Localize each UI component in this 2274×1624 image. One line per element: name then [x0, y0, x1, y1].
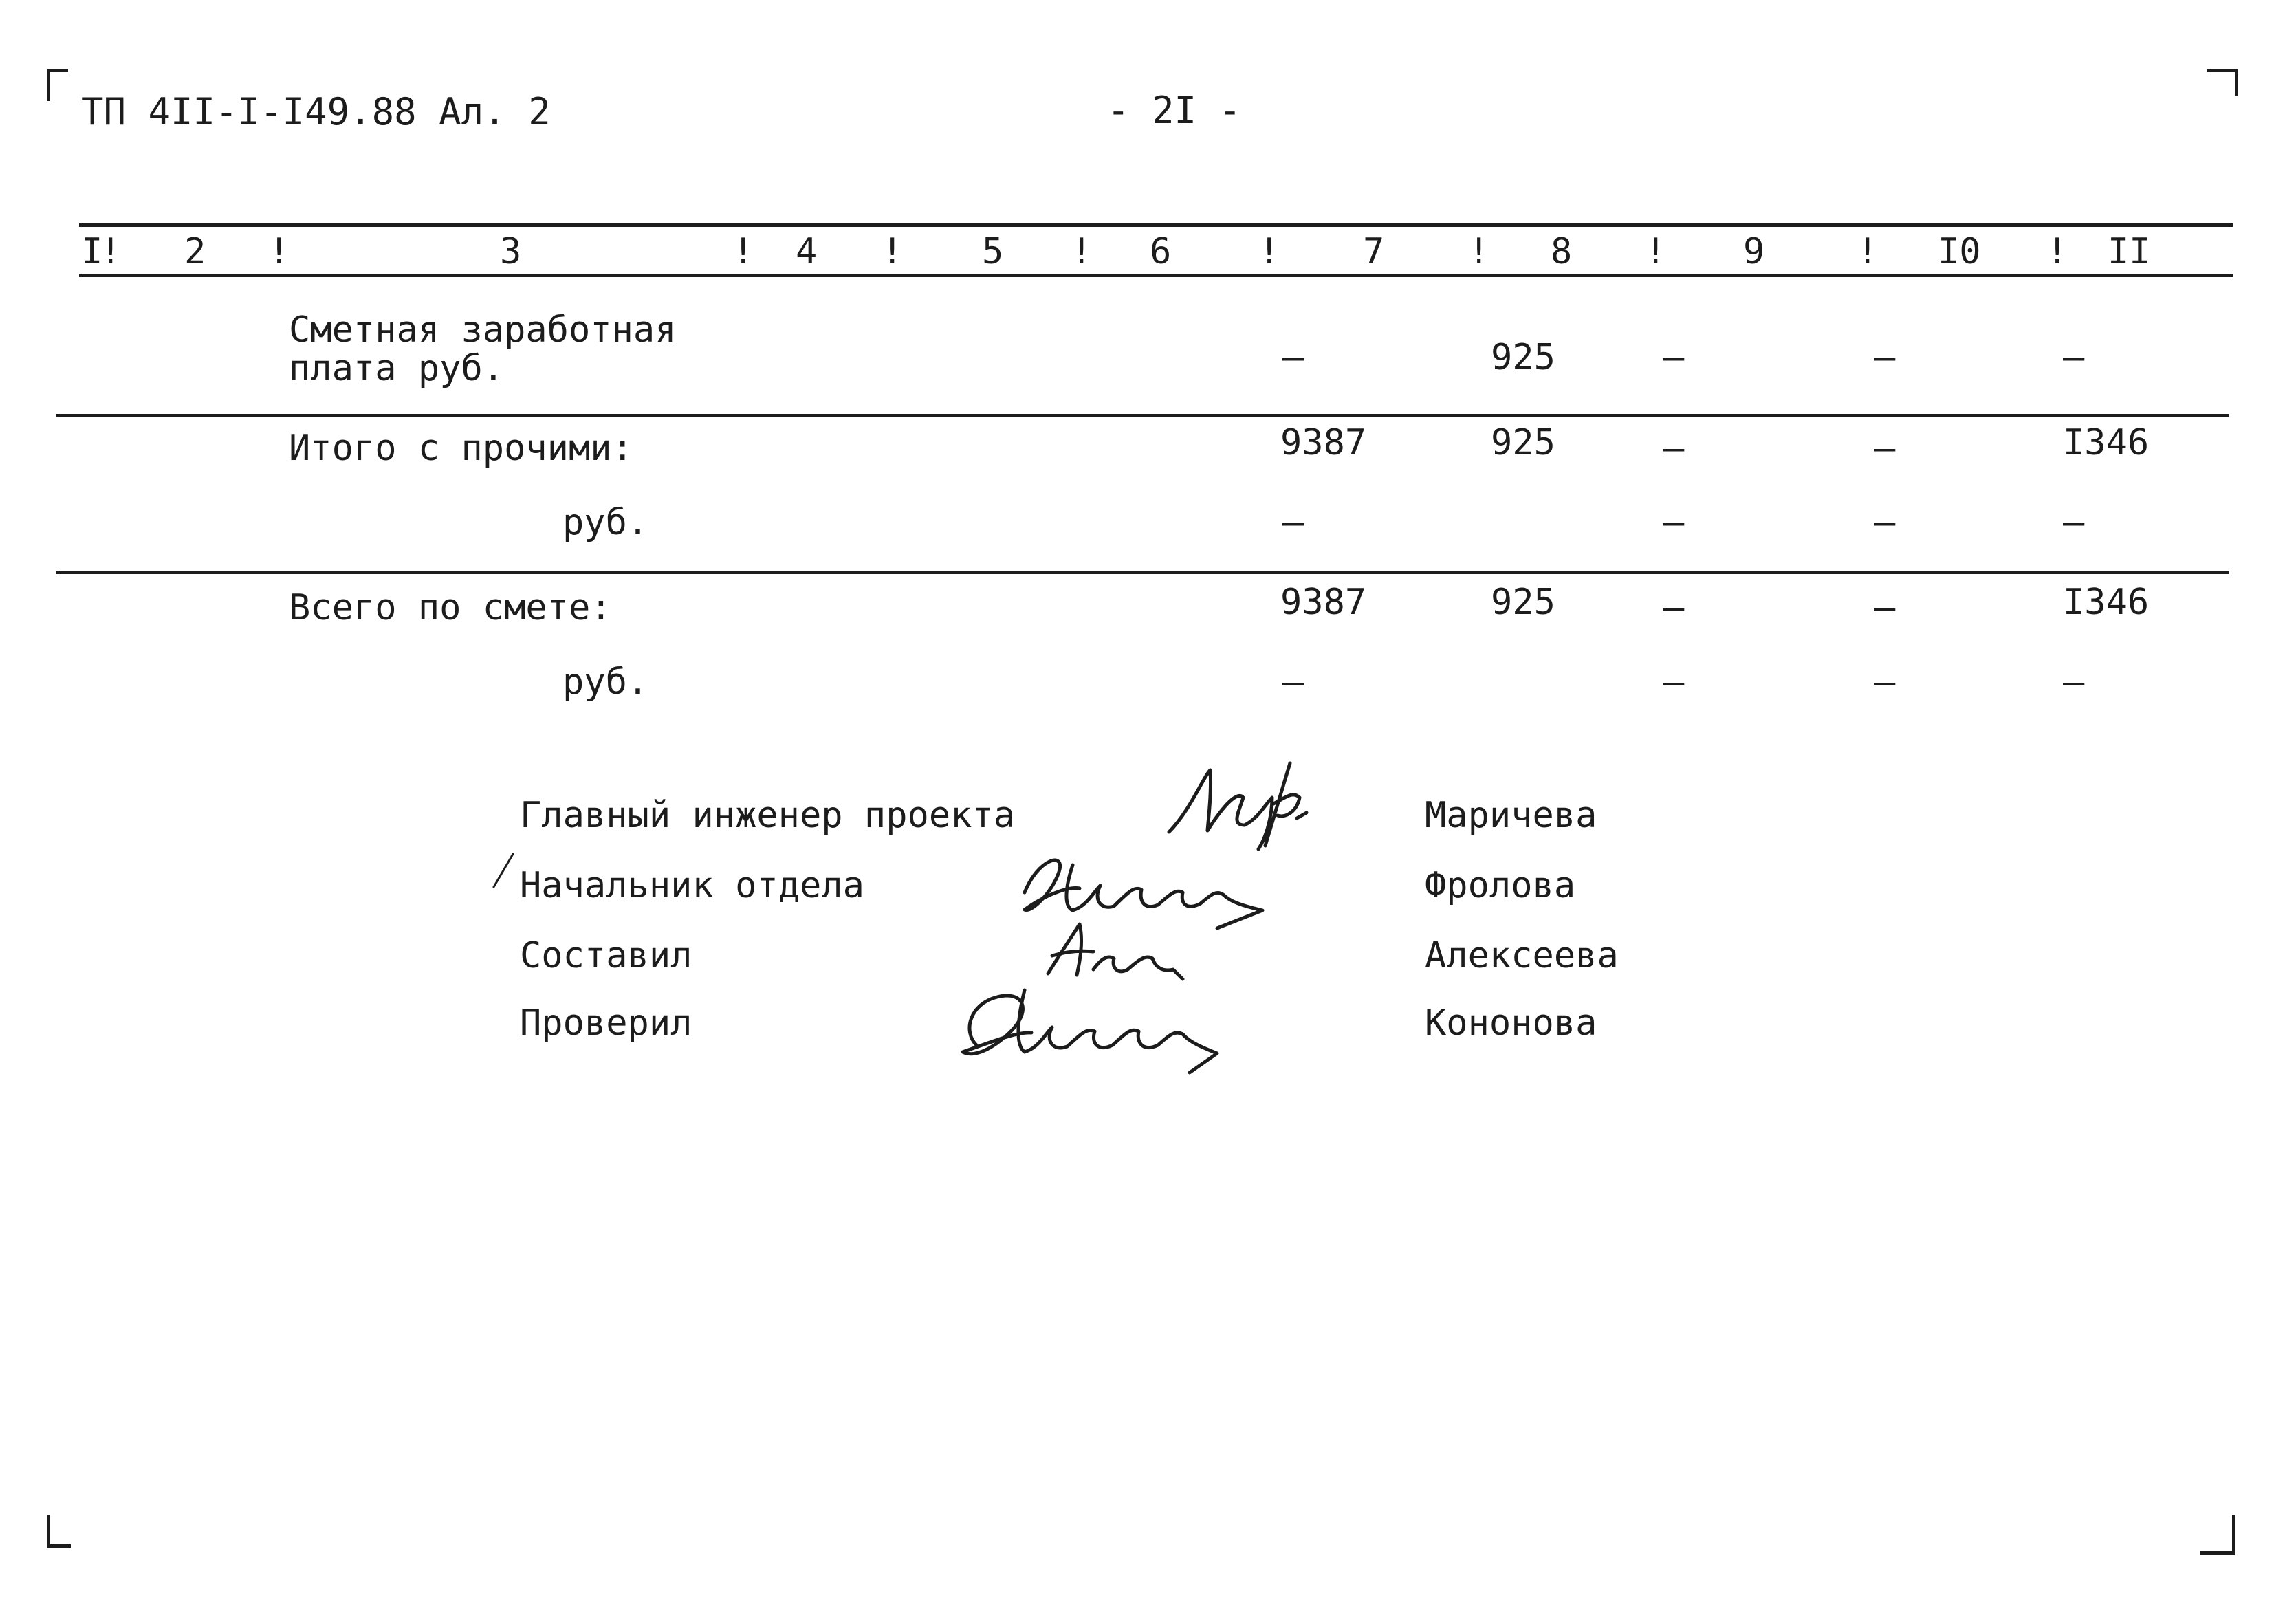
column-separator: !: [100, 231, 122, 272]
signer-role: Начальник отдела: [520, 865, 864, 906]
row-label: Итого с прочими:: [289, 428, 633, 469]
cell-col11: –: [2063, 337, 2085, 378]
table-header-rule: [79, 274, 2233, 277]
cell-col7: 9387: [1280, 422, 1367, 463]
column-number: 9: [1743, 231, 1765, 272]
signer-role: Проверил: [520, 1002, 692, 1044]
cell-col11: I346: [2063, 582, 2150, 623]
cell-col7: –: [1282, 502, 1304, 543]
column-separator: !: [882, 231, 904, 272]
cell-col10: –: [1874, 502, 1896, 543]
cell-col8: 925: [1491, 337, 1555, 378]
cell-col11: –: [2063, 661, 2085, 703]
column-separator: !: [1071, 231, 1093, 272]
column-number: 8: [1551, 231, 1573, 272]
cell-col11: I346: [2063, 422, 2150, 463]
cell-col7: –: [1282, 337, 1304, 378]
page-number: - 2I -: [1107, 89, 1242, 132]
column-number: I0: [1938, 231, 1981, 272]
row-divider-rule: [56, 414, 2229, 417]
column-number: 3: [500, 231, 522, 272]
signer-role: Главный инженер проекта: [520, 795, 1016, 836]
cell-col9: –: [1663, 428, 1685, 469]
row-label: Всего по смете:: [289, 587, 612, 628]
cell-col10: –: [1874, 661, 1896, 703]
cell-col7: 9387: [1280, 582, 1367, 623]
corner-mark-top-left: [47, 69, 68, 101]
column-number: II: [2108, 231, 2151, 272]
corner-mark-bottom-right: [2200, 1515, 2235, 1555]
row-divider-rule: [56, 571, 2229, 574]
handwritten-signature: [949, 976, 1238, 1079]
signer-name: Маричева: [1425, 795, 1597, 836]
column-separator: !: [268, 231, 290, 272]
cell-col8: 925: [1491, 582, 1555, 623]
margin-tick-mark: [490, 851, 517, 890]
cell-col11: –: [2063, 502, 2085, 543]
column-separator: !: [1645, 231, 1667, 272]
cell-col8: 925: [1491, 422, 1555, 463]
signer-name: Кононова: [1425, 1002, 1597, 1044]
cell-col9: –: [1663, 661, 1685, 703]
cell-col10: –: [1874, 337, 1896, 378]
column-separator: !: [1468, 231, 1490, 272]
signer-name: Алексеева: [1425, 935, 1619, 976]
document-code: ТП 4II-I-I49.88 Ал. 2: [81, 90, 551, 133]
handwritten-signature: [1038, 914, 1190, 983]
row-label: руб.: [562, 502, 649, 543]
cell-col10: –: [1874, 428, 1896, 469]
corner-mark-top-right: [2207, 69, 2238, 96]
signer-role: Составил: [520, 935, 692, 976]
column-number: 6: [1150, 231, 1172, 272]
column-separator: !: [2046, 231, 2068, 272]
cell-col9: –: [1663, 502, 1685, 543]
handwritten-signature: [1162, 749, 1313, 853]
row-label: Сметная заработная плата руб.: [289, 309, 677, 389]
column-number: 7: [1363, 231, 1385, 272]
column-number: I: [81, 231, 103, 272]
signer-name: Фролова: [1425, 865, 1576, 906]
cell-col9: –: [1663, 337, 1685, 378]
corner-mark-bottom-left: [47, 1515, 71, 1548]
cell-col7: –: [1282, 661, 1304, 703]
column-separator: !: [1258, 231, 1280, 272]
cell-col10: –: [1874, 587, 1896, 628]
column-separator: !: [732, 231, 754, 272]
column-separator: !: [1857, 231, 1879, 272]
table-top-rule: [79, 223, 2233, 227]
row-label: руб.: [562, 661, 649, 703]
column-number: 5: [982, 231, 1004, 272]
cell-col9: –: [1663, 587, 1685, 628]
column-number: 2: [184, 231, 206, 272]
column-number: 4: [796, 231, 818, 272]
